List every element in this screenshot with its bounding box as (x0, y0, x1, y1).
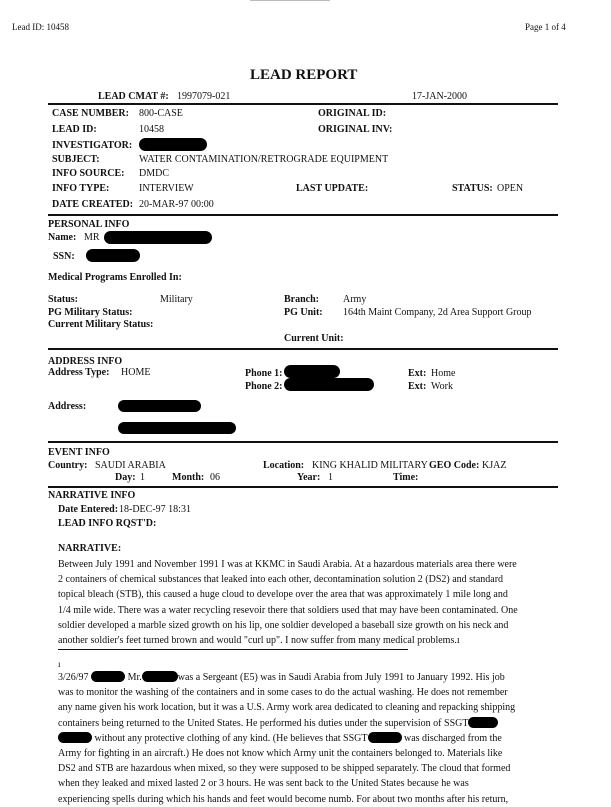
date-entered-value: 18-DEC-97 18:31 (119, 504, 191, 515)
report-date: 17-JAN-2000 (412, 91, 467, 102)
narrative-text: was discharged from the (404, 732, 502, 744)
pg-unit-value: 164th Maint Company, 2d Area Support Group (343, 307, 532, 318)
year-label: Year: (297, 472, 321, 483)
ext2-label: Ext: (408, 381, 427, 392)
narrative-line: Between July 1991 and November 1991 I was at KKMC in Saudi Arabia. At a hazardous materials area there were (58, 559, 517, 570)
redaction-phone1 (284, 365, 340, 378)
redaction-inline (142, 671, 178, 682)
country-value: SAUDI ARABIA (95, 460, 166, 471)
info-source-label: INFO SOURCE: (52, 168, 125, 179)
info-type-value: INTERVIEW (139, 183, 194, 194)
location-label: Location: (263, 460, 305, 471)
subject-label: SUBJECT: (52, 154, 100, 165)
narrative-line: 2 containers of chemical substances that leaked into each other, decontamination solution 2 (DS2) and standard (58, 574, 504, 586)
case-number-value: 800-CASE (139, 108, 183, 119)
divider (48, 103, 558, 105)
narrative-text: Mr. (127, 672, 142, 683)
date-created-label: DATE CREATED: (52, 199, 134, 210)
status-value: OPEN (497, 183, 524, 194)
narrative-line: DS2 and STB are hazardous when mixed, so they were supposed to be shipped separately. The cloud that formed (58, 763, 511, 775)
day-label: Day: (115, 472, 136, 483)
branch-label: Branch: (284, 294, 319, 305)
divider (48, 486, 558, 488)
divider (48, 348, 558, 350)
redaction-address-2 (118, 422, 236, 434)
medical-programs-label: Medical Programs Enrolled In: (48, 272, 182, 283)
month-value: 06 (210, 472, 220, 483)
narrative-text: was a Sergeant (E5) was in Saudi Arabia from July 1991 to January 1992. His job (177, 672, 505, 683)
cmat-value: 1997079-021 (177, 91, 231, 102)
country-label: Country: (48, 460, 88, 471)
redaction-inline (368, 732, 402, 743)
narrative-label: NARRATIVE: (58, 543, 122, 554)
geo-code-value: KJAZ (482, 460, 507, 471)
time-label: Time: (393, 472, 419, 483)
redaction-name (104, 231, 212, 244)
redaction-investigator (139, 138, 207, 151)
date-entered-label: Date Entered: (58, 504, 119, 515)
ssn-label: SSN: (53, 251, 75, 262)
narrative-line (58, 731, 515, 746)
ext1-label: Ext: (408, 368, 427, 379)
month-label: Month: (172, 472, 205, 483)
case-number-label: CASE NUMBER: (52, 108, 129, 119)
geo-code-label: GEO Code: (429, 460, 480, 471)
pg-unit-label: PG Unit: (284, 307, 323, 318)
event-info-heading: EVENT INFO (48, 447, 110, 458)
lead-id-value: 10458 (139, 124, 164, 135)
original-id-label: ORIGINAL ID: (318, 108, 387, 119)
narrative-paragraph-2 (58, 670, 515, 807)
cmat-label: LEAD CMAT #: (98, 91, 169, 102)
redaction-inline (58, 732, 92, 743)
page-title: LEAD REPORT (250, 67, 358, 83)
redaction-ssn (86, 249, 140, 262)
narrative-line: experiencing spells during which his hands and feet would become numb. For about two months after his return, (58, 793, 509, 805)
last-update-label: LAST UPDATE: (296, 183, 369, 194)
name-label: Name: (48, 232, 77, 243)
info-source-value: DMDC (139, 168, 170, 179)
narrative-line (58, 716, 515, 731)
ext2-value: Work (431, 381, 453, 392)
header-lead-id: Lead ID: 10458 (12, 22, 69, 32)
redaction-inline (91, 671, 125, 682)
lead-id-label: LEAD ID: (52, 124, 97, 135)
status-military-label: Status: (48, 294, 79, 305)
name-prefix: MR (84, 232, 100, 243)
original-inv-label: ORIGINAL INV: (318, 124, 393, 135)
current-unit-label: Current Unit: (284, 333, 344, 344)
narrative-line: any name given his work location, but it was a U.S. Army work area dedicated to cleaning and repacking shipping (58, 702, 516, 714)
address-type-label: Address Type: (48, 367, 110, 378)
scan-edge-mark (250, 0, 330, 1)
ext1-value: Home (431, 368, 456, 379)
header-page-number: Page 1 of 4 (525, 22, 566, 32)
narrative-line: was to monitor the washing of the containers and in some cases to do the actual washing. He does not remember (58, 687, 508, 699)
status-military-value: Military (160, 294, 193, 305)
personal-info-heading: PERSONAL INFO (48, 219, 130, 230)
lead-info-rqst-label: LEAD INFO RQST'D: (58, 518, 157, 529)
address-label: Address: (48, 401, 87, 412)
phone2-label: Phone 2: (245, 381, 283, 392)
section-underline (58, 649, 408, 650)
entry-date: 3/26/97 (58, 672, 89, 683)
narrative-line (58, 670, 515, 685)
subject-value: WATER CONTAMINATION/RETROGRADE EQUIPMENT (139, 154, 389, 165)
narrative-line: another soldier's feet turned brown and would "curl up". I now suffer from many medical problems.ı (58, 635, 460, 647)
info-type-label: INFO TYPE: (52, 183, 110, 194)
narrative-line: soldier developed a marble sized growth on his lip, one soldier developed a baseball size growth on his neck and (58, 619, 509, 631)
address-type-value: HOME (121, 367, 151, 378)
investigator-label: INVESTIGATOR: (52, 140, 133, 151)
narrative-text: containers being returned to the United States. He performed his duties under the supervision of SSGT (58, 717, 469, 729)
divider (48, 214, 558, 216)
redaction-phone2 (284, 378, 374, 391)
divider (48, 441, 558, 443)
narrative-line: topical bleach (STB), this caused a huge cloud to develope over the area that was approximately 1 mile long and (58, 589, 508, 601)
year-value: 1 (328, 472, 333, 483)
address-info-heading: ADDRESS INFO (48, 356, 123, 367)
location-value: KING KHALID MILITARY (312, 460, 428, 471)
redaction-inline (468, 717, 498, 728)
narrative-text: without any protective clothing of any kind. (He believes that SSGT (94, 732, 368, 744)
redaction-address-1 (118, 400, 201, 412)
current-military-status-label: Current Military Status: (48, 319, 154, 330)
status-label: STATUS: (452, 183, 493, 194)
narrative-info-heading: NARRATIVE INFO (48, 490, 136, 501)
date-created-value: 20-MAR-97 00:00 (139, 199, 214, 210)
narrative-line: 1/4 mile wide. There was a water recycling resevoir there that soldiers used that may have been contaminated. One (58, 604, 518, 616)
narrative-line: Army for fighting in an aircraft.) He does not know which Army unit the containers belonged to. Materials like (58, 748, 503, 760)
narrative-line: when they leaked and mixed lasted 2 or 3 hours. He was sent back to the United States because he was (58, 778, 469, 790)
pg-military-status-label: PG Military Status: (48, 307, 133, 318)
footnote-marker: ı (58, 659, 61, 669)
branch-value: Army (343, 294, 367, 305)
day-value: 1 (140, 472, 145, 483)
narrative-paragraph-1 (58, 557, 518, 648)
phone1-label: Phone 1: (245, 368, 283, 379)
